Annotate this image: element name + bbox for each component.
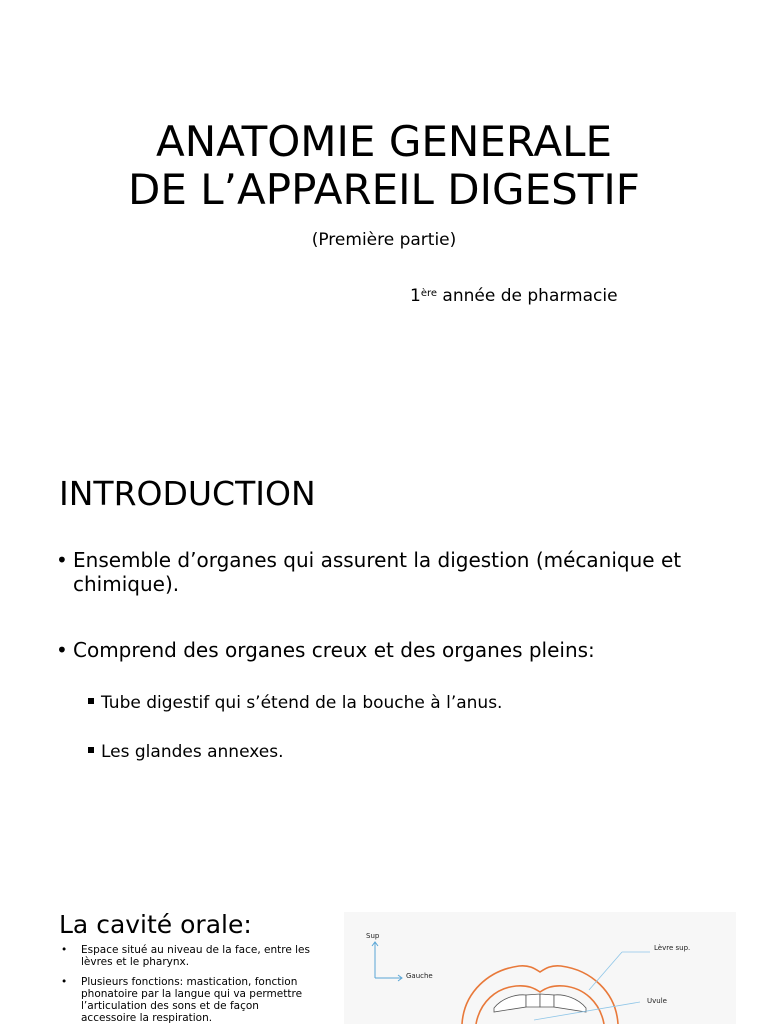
mouth-diagram <box>344 912 736 1024</box>
list-item <box>56 638 716 662</box>
bullet-icon: • <box>61 944 68 956</box>
upper-teeth <box>494 994 586 1012</box>
slide-title: INTRODUCTION <box>59 474 316 513</box>
list-item <box>60 944 310 968</box>
bullet-icon: • <box>61 976 68 988</box>
introduction-slide <box>0 432 768 864</box>
bullet-list <box>60 944 310 1024</box>
sub-list-item <box>86 692 716 714</box>
square-bullet-icon <box>88 747 94 753</box>
bullet-icon: • <box>56 548 68 572</box>
subtitle: (Première partie) <box>311 230 457 250</box>
sub-list-container <box>56 692 716 763</box>
oral-cavity-slide <box>0 864 768 1024</box>
label-uvule: Uvule <box>647 997 667 1005</box>
list-item <box>60 976 310 1024</box>
year-text: année de pharmacie <box>437 286 618 306</box>
bullet-text: Comprend des organes creux et des organes pleins: <box>73 638 595 662</box>
main-title-line-2: DE L’APPAREIL DIGESTIF <box>128 165 640 214</box>
year-line <box>410 285 618 307</box>
label-sup: Sup <box>366 932 380 940</box>
year-superscript: ère <box>420 288 438 299</box>
year-number: 1 <box>410 286 421 306</box>
orientation-axes-icon <box>372 942 402 981</box>
label-levre-sup: Lèvre sup. <box>654 944 691 952</box>
sub-list-item <box>86 741 716 763</box>
title-slide <box>0 0 768 432</box>
list-item <box>56 548 716 596</box>
bullet-text: Plusieurs fonctions: mastication, fonction phonatoire par la langue qui va permettre l’articulation des sons et de façon accessoire la respiration. <box>81 976 303 1024</box>
main-title-line-1: ANATOMIE GENERALE <box>155 117 613 166</box>
slide-title: La cavité orale: <box>59 910 252 939</box>
main-title <box>0 118 768 214</box>
mouth-diagram-drawing <box>344 912 736 1024</box>
label-gauche: Gauche <box>406 972 433 980</box>
sub-bullet-list <box>56 692 716 763</box>
sub-bullet-text: Les glandes annexes. <box>101 742 284 762</box>
bullet-list <box>56 548 716 790</box>
bullet-icon: • <box>56 638 68 662</box>
bullet-text: Espace situé au niveau de la face, entre les lèvres et le pharynx. <box>81 944 310 968</box>
sub-bullet-text: Tube digestif qui s’étend de la bouche à l’anus. <box>101 693 503 713</box>
square-bullet-icon <box>88 698 94 704</box>
bullet-text: Ensemble d’organes qui assurent la digestion (mécanique et chimique). <box>73 548 682 596</box>
